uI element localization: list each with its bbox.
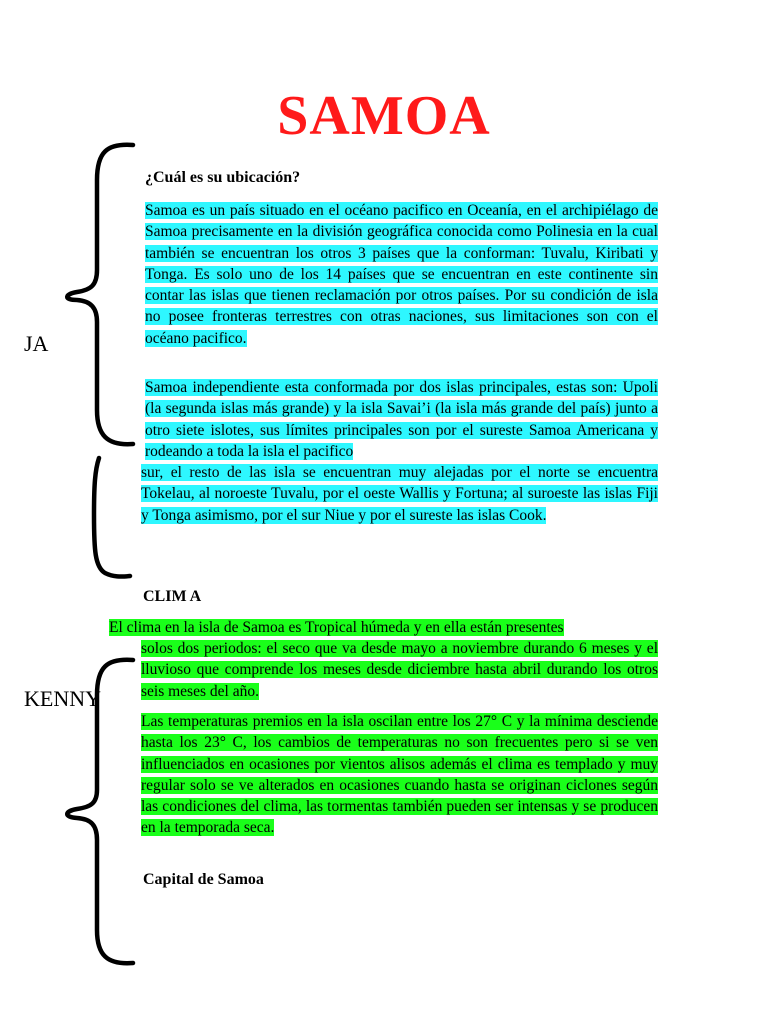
highlighted-text: Samoa independiente esta conformada por dos islas principales, estas son: Upoli (la segunda islas más grande) y la isla Savai’i (la isla más grande del país) junto a otro siete islotes, sus límites principales son por el sureste Samoa Americana y rodeando a toda la isla el pacifico — [145, 379, 658, 460]
highlighted-text: sur, el resto de las isla se encuentran muy alejadas por el norte se encuentra Tokelau, al noroeste Tuvalu, por el oeste Wallis y Fortuna; al suroeste las islas Fiji y Tonga asimismo, por el sur Niue y por el sureste las islas Cook. — [141, 464, 658, 524]
section-heading-climate: CLIM A — [143, 588, 202, 605]
highlighted-text: solos dos periodos: el seco que va desde mayo a noviembre durando 6 meses y el lluvioso que comprende los meses desde diciembre hasta abril durando los otros seis meses del año. — [141, 640, 658, 700]
paragraph-location — [145, 200, 658, 349]
document-title: SAMOA — [277, 85, 491, 147]
highlighted-text: Las temperaturas premios en la isla oscilan entre los 27° C y la mínima desciende hasta los 23° C, los cambios de temperaturas no son frecuentes pero si se ven influenciados en ocasiones por vientos alisos además el clima es templado y muy regular solo se ve alterados en ocasiones cuando hasta se originan ciclones según las condiciones del clima, las tormentas también pueden ser intensas y se producen en la temporada seca. — [141, 713, 658, 837]
section-heading-location: ¿Cuál es su ubicación? — [145, 169, 301, 186]
paragraph-climate-first-line — [109, 617, 658, 638]
bracket-icon — [85, 455, 135, 580]
side-label-ja: JA — [24, 331, 49, 356]
paragraph-temperatures — [141, 711, 658, 839]
curly-brace-icon — [55, 140, 135, 450]
section-heading-capital: Capital de Samoa — [143, 871, 264, 888]
paragraph-islands-continued — [141, 462, 658, 526]
paragraph-climate — [141, 638, 658, 702]
side-label-kenny: KENNY — [24, 686, 101, 711]
highlighted-text: Samoa es un país situado en el océano pacifico en Oceanía, en el archipiélago de Samoa precisamente en la división geográfica conocida como Polinesia en la cual también se encuentran los otros 3 países que la conforman: Tuvalu, Kiribati y Tonga. Es solo uno de los 14 países que se encuentran en este continente sin contar las islas que tienen reclamación por otros países. Por su condición de isla no posee fronteras terrestres con otras naciones, sus limitaciones son con el océano pacifico. — [145, 202, 658, 347]
highlighted-text: El clima en la isla de Samoa es Tropical húmeda y en ella están presentes — [109, 619, 564, 636]
paragraph-islands — [145, 377, 658, 462]
